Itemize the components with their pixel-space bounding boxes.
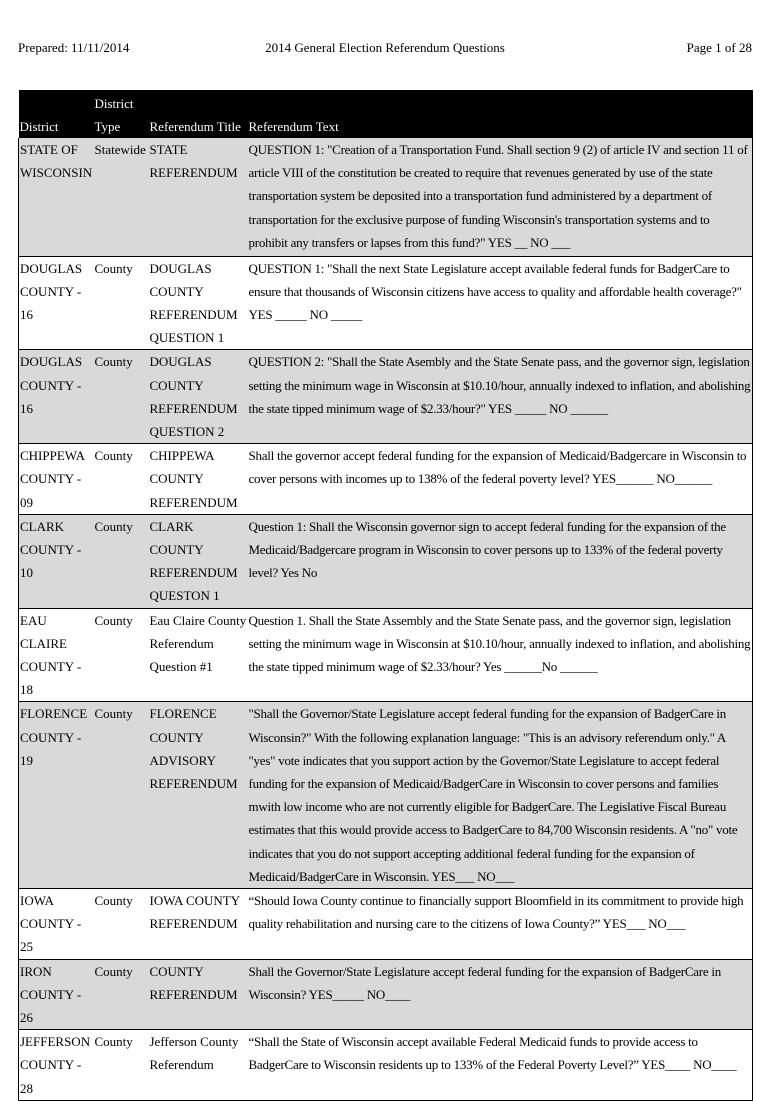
referendum-text-cell: "Shall the Governor/State Legislature accept federal funding for the expansion of BadgerCare in Wisconsin?" With the following explanation language: "This is an advisory referendum only." A "yes" vote indicates that you support action by the Governor/State Legislature to accept federal funding for the expansion of Medicaid/BadgerCare in Wisconsin to cover persons and families mwith low income who are not currently eligible for BadgerCare. The Legislative Fiscal Bureau estimates that this would provide access to BadgerCare to 84,700 Wisconsin residents. A "no" vote indicates that you do not support accepting additional federal funding for the expansion of Medicaid/BadgerCare in Wisconsin. YES___ NO___: [248, 702, 753, 889]
district-cell: DOUGLAS COUNTY - 16: [19, 256, 94, 350]
column-header-referendum-text: Referendum Text: [248, 90, 753, 138]
referendum-text-cell: “Shall the State of Wisconsin accept available Federal Medicaid funds to provide access to BadgerCare to Wisconsin residents up to 133% of the Federal Poverty Level?” YES____ NO____: [248, 1030, 753, 1101]
page-header: [18, 40, 752, 60]
page-number: Page 1 of 28: [686, 40, 752, 55]
referendum-text-cell: “Should Iowa County continue to financially support Bloomfield in its commitment to provide high quality rehabilitation and nursing care to the citizens of Iowa County?” YES___ NO___: [248, 888, 753, 959]
referendum-title-cell: IOWA COUNTY REFERENDUM: [149, 888, 248, 959]
table-header-row: [19, 90, 753, 138]
district-cell: DOUGLAS COUNTY - 16: [19, 350, 94, 444]
table-row: [19, 608, 753, 702]
document-title: 2014 General Election Referendum Questions: [265, 40, 505, 55]
column-header-district-type: District Type: [94, 90, 149, 138]
referendum-text-cell: Shall the governor accept federal funding for the expansion of Medicaid/Badgercare in Wisconsin to cover persons with incomes up to 138% of the federal poverty level? YES______ NO______: [248, 444, 753, 515]
referendum-text-cell: Question 1: Shall the Wisconsin governor sign to accept federal funding for the expansion of the Medicaid/Badgercare program in Wisconsin to cover persons up to 133% of the federal poverty level? Yes No: [248, 514, 753, 608]
referendum-title-cell: DOUGLAS COUNTY REFERENDUM QUESTION 2: [149, 350, 248, 444]
district-type-cell: County: [94, 888, 149, 959]
referendum-title-cell: COUNTY REFERENDUM: [149, 959, 248, 1030]
column-header-district: District: [19, 90, 94, 138]
referendum-table: [18, 90, 753, 1101]
district-type-cell: County: [94, 1030, 149, 1101]
district-cell: JEFFERSON COUNTY - 28: [19, 1030, 94, 1101]
referendum-text-cell: Question 1. Shall the State Assembly and the State Senate pass, and the governor sign, legislation setting the minimum wage in Wisconsin at $10.10/hour, annually indexed to inflation, and abolishing the state tipped minimum wage of $2.33/hour? Yes ______No ______: [248, 608, 753, 702]
referendum-title-cell: DOUGLAS COUNTY REFERENDUM QUESTION 1: [149, 256, 248, 350]
referendum-title-cell: CLARK COUNTY REFERENDUM QUESTON 1: [149, 514, 248, 608]
referendum-title-cell: Eau Claire County Referendum Question #1: [149, 608, 248, 702]
referendum-text-cell: QUESTION 1: "Creation of a Transportation Fund. Shall section 9 (2) of article IV and section 11 of article VIII of the constitution be created to require that revenues generated by use of the state transportation system be deposited into a transportation fund administered by a department of transportation for the exclusive purpose of funding Wisconsin's transportation systems and to prohibit any transfers or lapses from this fund?" YES __ NO ___: [248, 138, 753, 256]
table-row: [19, 256, 753, 350]
table-row: [19, 138, 753, 256]
district-cell: CLARK COUNTY - 10: [19, 514, 94, 608]
prepared-date: Prepared: 11/11/2014: [18, 40, 130, 55]
referendum-title-cell: CHIPPEWA COUNTY REFERENDUM: [149, 444, 248, 515]
table-row: [19, 444, 753, 515]
district-cell: FLORENCE COUNTY - 19: [19, 702, 94, 889]
district-cell: CHIPPEWA COUNTY - 09: [19, 444, 94, 515]
referendum-text-cell: Shall the Governor/State Legislature accept federal funding for the expansion of BadgerCare in Wisconsin? YES_____ NO____: [248, 959, 753, 1030]
table-row: [19, 702, 753, 889]
table-row: [19, 350, 753, 444]
referendum-text-cell: QUESTION 2: "Shall the State Asembly and the State Senate pass, and the governor sign, legislation setting the minimum wage in Wisconsin at $10.10/hour, annually indexed to inflation, and abolishing the state tipped minimum wage of $2.33/hour?" YES _____ NO ______: [248, 350, 753, 444]
district-type-cell: County: [94, 350, 149, 444]
referendum-title-cell: FLORENCE COUNTY ADVISORY REFERENDUM: [149, 702, 248, 889]
district-type-cell: County: [94, 702, 149, 889]
district-type-cell: County: [94, 608, 149, 702]
district-cell: IRON COUNTY - 26: [19, 959, 94, 1030]
district-cell: STATE OF WISCONSIN: [19, 138, 94, 256]
district-type-cell: County: [94, 514, 149, 608]
table-row: [19, 1030, 753, 1101]
table-row: [19, 514, 753, 608]
table-row: [19, 959, 753, 1030]
table-row: [19, 888, 753, 959]
referendum-text-cell: QUESTION 1: "Shall the next State Legislature accept available federal funds for BadgerCare to ensure that thousands of Wisconsin citizens have access to quality and affordable health coverage?" YES _____ NO _____: [248, 256, 753, 350]
district-type-cell: County: [94, 959, 149, 1030]
district-cell: EAU CLAIRE COUNTY - 18: [19, 608, 94, 702]
district-cell: IOWA COUNTY - 25: [19, 888, 94, 959]
referendum-title-cell: Jefferson County Referendum: [149, 1030, 248, 1101]
district-type-cell: County: [94, 444, 149, 515]
district-type-cell: County: [94, 256, 149, 350]
referendum-title-cell: STATE REFERENDUM: [149, 138, 248, 256]
column-header-referendum-title: Referendum Title: [149, 90, 248, 138]
district-type-cell: Statewide: [94, 138, 149, 256]
